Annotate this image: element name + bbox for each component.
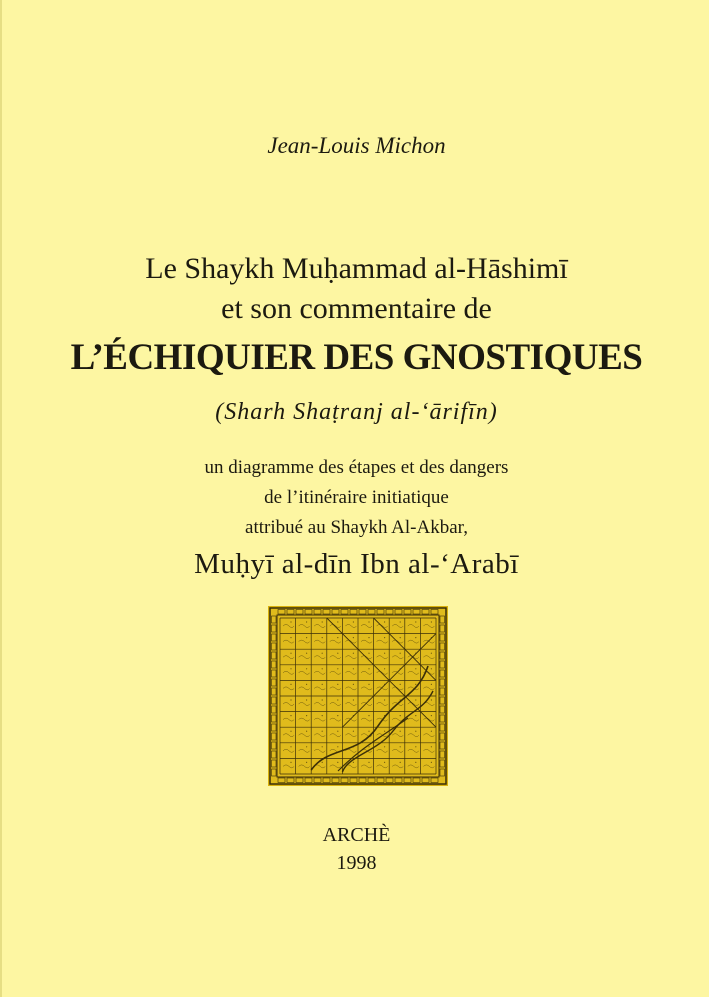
chessboard-diagram-svg — [268, 606, 448, 786]
description-line-1: un diagramme des étapes et des dangers — [204, 457, 509, 478]
publisher: ARCHÈ — [322, 824, 391, 846]
chessboard-diagram-image — [268, 606, 448, 786]
subtitle: (Sharh Shaṭranj al-‘ārifīn) — [215, 399, 498, 425]
main-title: L’ÉCHIQUIER DES GNOSTIQUES — [70, 337, 643, 378]
attribution: Muḥyī al-dīn Ibn al-‘Arabī — [194, 548, 519, 580]
publication-year: 1998 — [336, 852, 377, 874]
author-name: Jean-Louis Michon — [267, 133, 446, 158]
title-line-2: et son commentaire de — [221, 292, 492, 325]
title-line-1: Le Shaykh Muḥammad al-Hāshimī — [145, 252, 568, 285]
description-line-2: de l’itinéraire initiatique — [264, 487, 449, 508]
description-line-3: attribué au Shaykh Al-Akbar, — [245, 517, 468, 538]
